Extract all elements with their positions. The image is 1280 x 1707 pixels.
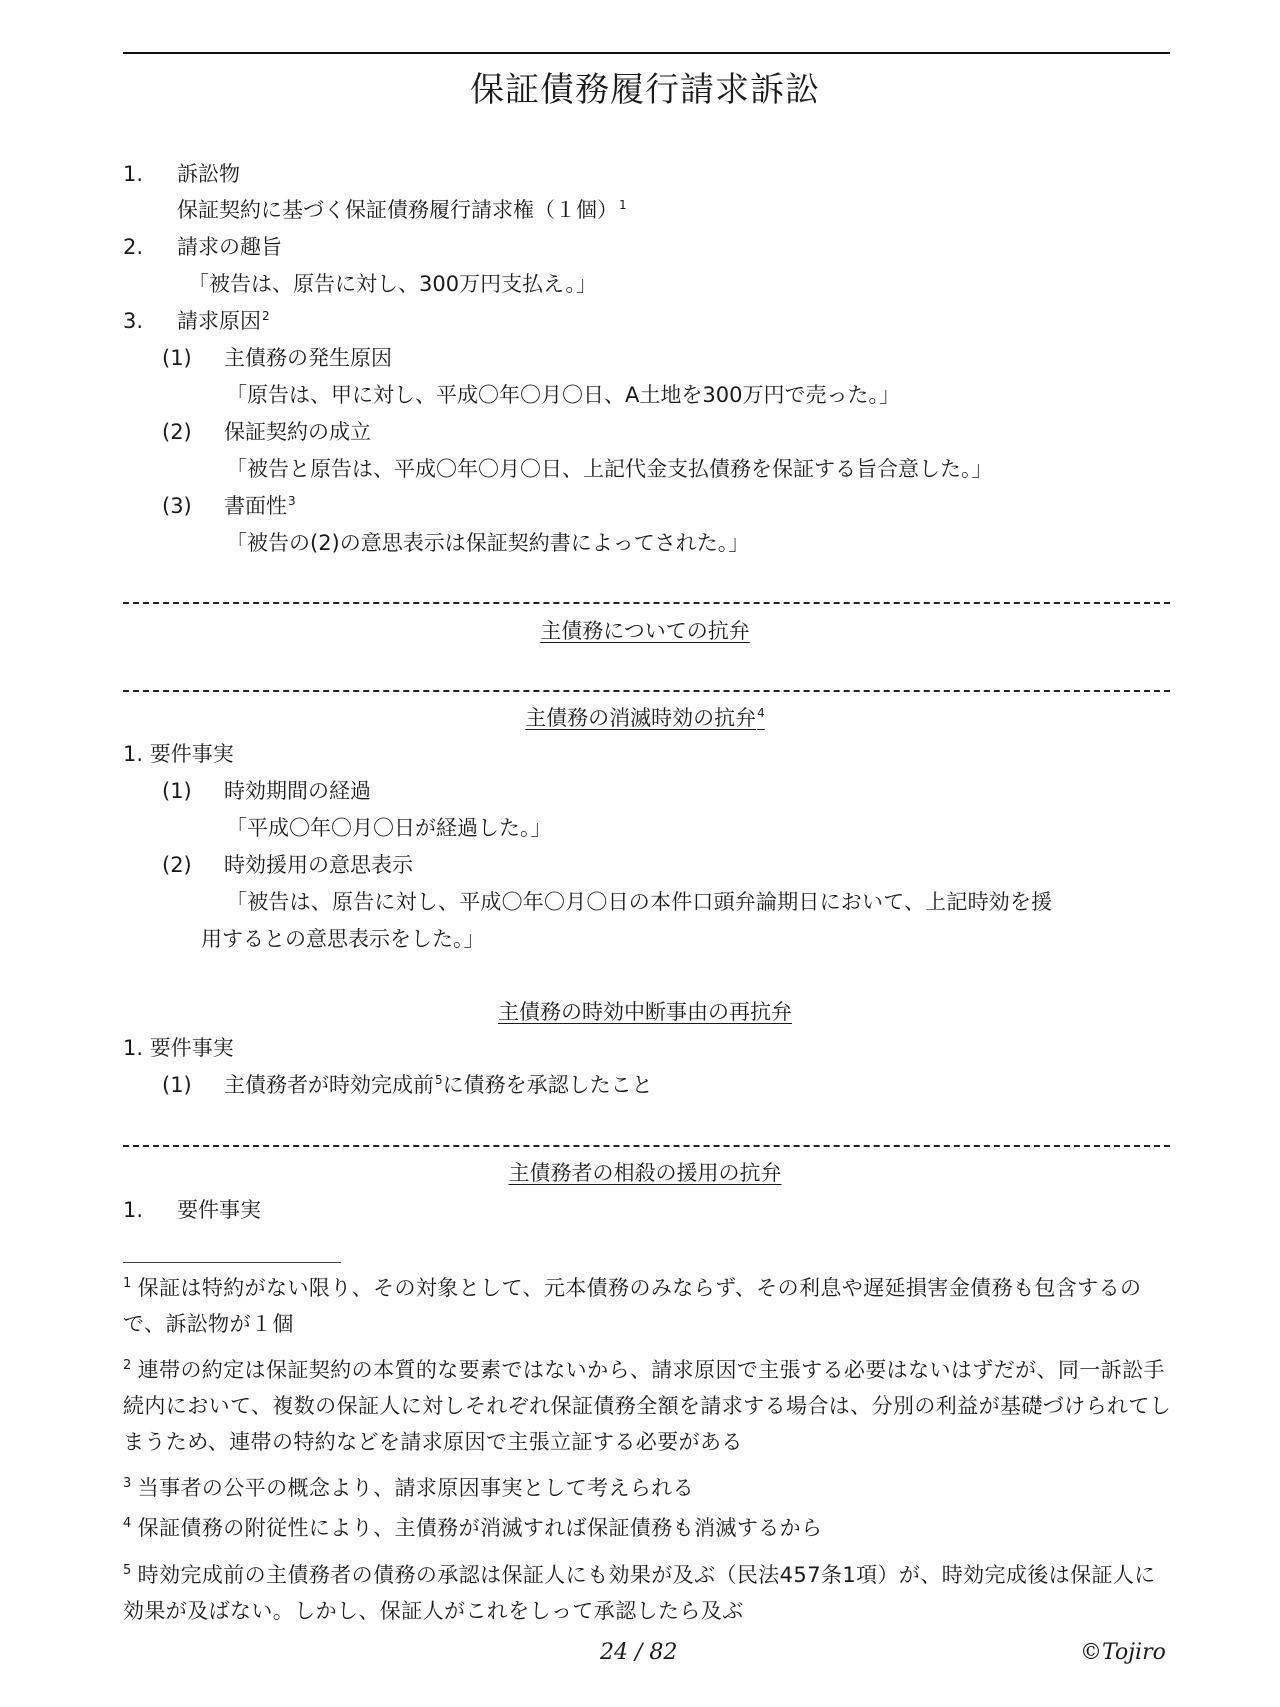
footnote-mark: 3 xyxy=(123,1476,132,1491)
footnote-mark: 2 xyxy=(123,1358,132,1373)
prescription-sub-2-number: (2) xyxy=(162,853,192,877)
item-2-text: 「被告は、原告に対し、300万円支払え。」 xyxy=(188,272,597,296)
prescription-sub-1-number: (1) xyxy=(162,779,192,803)
item-3-label: 請求原因$^2$ xyxy=(177,309,270,333)
requirements-label: 1. 要件事実 xyxy=(123,742,234,766)
sub-2-label: 保証契約の成立 xyxy=(224,420,371,444)
prescription-sub-2-text-line-2: 用するとの意思表示をした。」 xyxy=(201,927,485,951)
prescription-sub-2-text-line-1: 「被告は、原告に対し、平成〇年〇月〇日の本件口頭弁論期日において、上記時効を援 xyxy=(226,890,1053,914)
sub-1-text: 「原告は、甲に対し、平成〇年〇月〇日、A土地を300万円で売った。」 xyxy=(226,383,900,407)
sub-1-label: 主債務の発生原因 xyxy=(224,346,392,370)
copyright-notice: ©Tojiro xyxy=(1080,1640,1166,1665)
footnote-mark: 1 xyxy=(123,1276,132,1291)
prescription-sub-1-text: 「平成〇年〇月〇日が経過した。」 xyxy=(226,816,552,840)
item-1-text: 保証契約に基づく保証債務履行請求権（１個）$^1$ xyxy=(177,198,627,222)
footnote-mark: 4 xyxy=(123,1516,132,1531)
page-title: 保証債務履行請求訴訟 xyxy=(470,70,820,110)
footnote-ref-4: 4 xyxy=(757,706,765,720)
section-heading-prescription-defense: 主債務の消滅時効の抗弁$^4$ xyxy=(525,706,765,730)
section-heading-interruption-rebuttal: 主債務の時効中断事由の再抗弁 xyxy=(498,1000,792,1024)
rebuttal-sub-1-text: 主債務者が時効完成前$^5$に債務を承認したこと xyxy=(224,1073,653,1097)
footnote-1: $^1$ 保証は特約がない限り、その対象として、元本債務のみならず、その利息や遅延損害金債務も包含するので、訴訟物が１個 xyxy=(123,1276,1142,1336)
rebuttal-requirements-label: 1. 要件事実 xyxy=(123,1036,234,1060)
prescription-sub-1-label: 時効期間の経過 xyxy=(224,779,371,803)
section-heading-principal-defense: 主債務についての抗弁 xyxy=(540,619,750,643)
item-3-number: 3. xyxy=(123,309,144,333)
page-number: 24 / 82 xyxy=(600,1640,678,1665)
sub-3-label: 書面性$^3$ xyxy=(224,494,296,518)
item-1-number: 1. xyxy=(123,162,144,186)
sub-1-number: (1) xyxy=(162,346,192,370)
footnote-2: $^2$ 連帯の約定は保証契約の本質的な要素ではないから、請求原因で主張する必要はないはずだが、同一訴訟手続内において、複数の保証人に対しそれぞれ保証債務全額を請求する場合は、分別の利益が基礎づけられてしまうため、連帯の特約などを請求原因で主張立証する必要がある xyxy=(123,1358,1172,1454)
section-divider xyxy=(123,690,1170,692)
item-2-number: 2. xyxy=(123,235,144,259)
prescription-sub-2-label: 時効援用の意思表示 xyxy=(224,853,413,877)
top-rule xyxy=(123,52,1170,54)
footnote-ref-1: 1 xyxy=(619,198,627,212)
footnote-rule xyxy=(123,1262,341,1263)
footnote-ref-5: 5 xyxy=(435,1073,443,1087)
footnote-4: $^4$ 保証債務の附従性により、主債務が消滅すれば保証債務も消滅するから xyxy=(123,1516,823,1540)
section-divider xyxy=(123,602,1170,604)
item-1-label: 訴訟物 xyxy=(177,162,240,186)
sub-2-text: 「被告と原告は、平成〇年〇月〇日、上記代金支払債務を保証する旨合意した。」 xyxy=(226,457,993,481)
sub-3-text: 「被告の(2)の意思表示は保証契約書によってされた。」 xyxy=(226,531,750,555)
section-divider xyxy=(123,1145,1170,1147)
sub-2-number: (2) xyxy=(162,420,192,444)
footnote-ref-3: 3 xyxy=(288,494,296,508)
footnote-5: $^5$ 時効完成前の主債務者の債務の承認は保証人にも効果が及ぶ（民法457条1項）が、時効完成後は保証人に効果が及ばない。しかし、保証人がこれをしって承認したら及ぶ xyxy=(123,1563,1156,1623)
rebuttal-sub-1-number: (1) xyxy=(162,1073,192,1097)
footnote-mark: 5 xyxy=(123,1563,132,1578)
sub-3-number: (3) xyxy=(162,494,192,518)
item-2-label: 請求の趣旨 xyxy=(177,235,282,259)
footnote-3: $^3$ 当事者の公平の概念より、請求原因事実として考えられる xyxy=(123,1476,695,1500)
footnote-ref-2: 2 xyxy=(262,309,270,323)
setoff-requirements-label: 要件事実 xyxy=(177,1198,261,1222)
setoff-requirements-number: 1. xyxy=(123,1198,144,1222)
section-heading-setoff-defense: 主債務者の相殺の援用の抗弁 xyxy=(508,1161,782,1185)
